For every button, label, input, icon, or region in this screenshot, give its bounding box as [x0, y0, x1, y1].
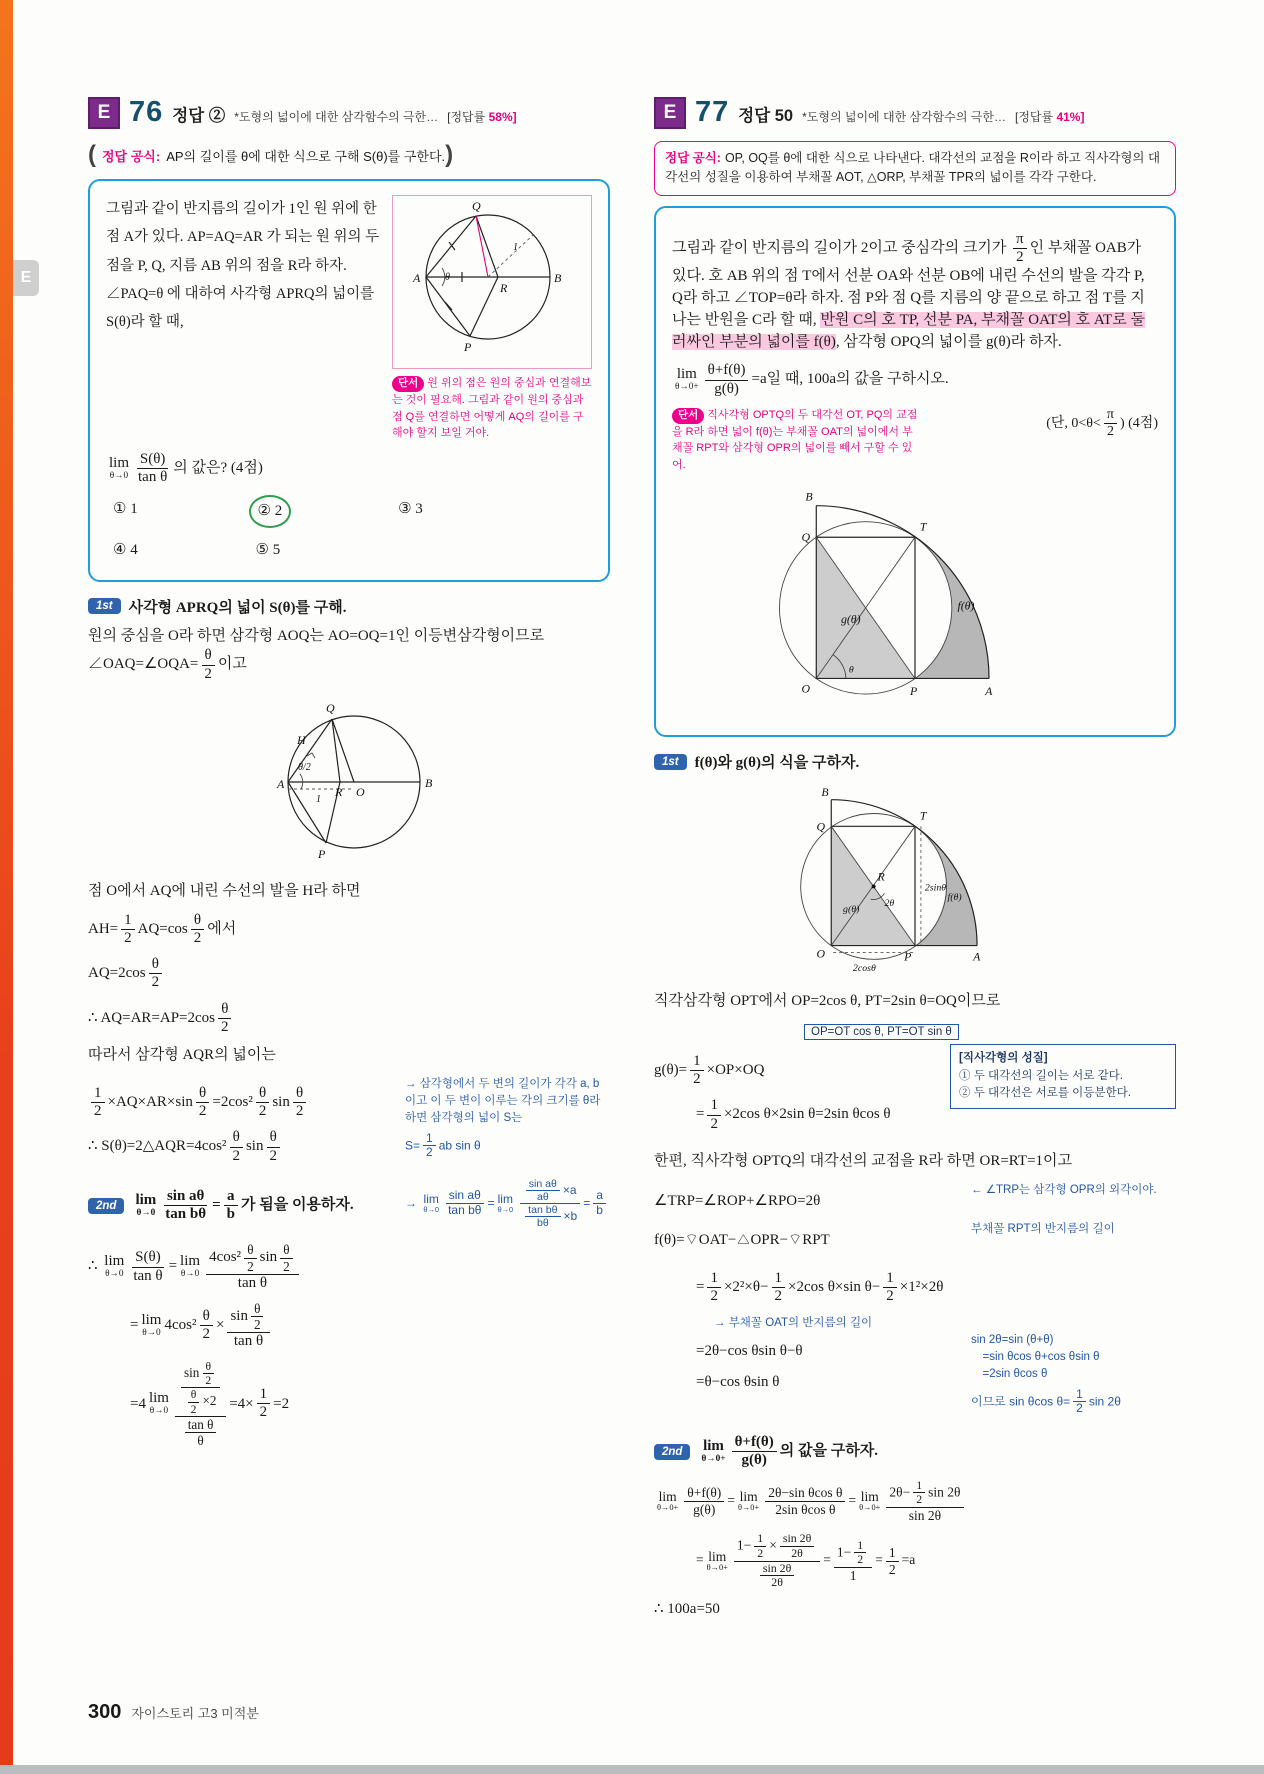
- e77-step2-head: [654, 1434, 1176, 1470]
- e76-header: [88, 96, 610, 129]
- formula-line: =θ−cos θsin θ: [696, 1373, 780, 1390]
- choice-1-text: ① 1: [113, 501, 138, 518]
- margin-note-formula: S= $\frac{1}{2}$ ab sin θ: [405, 1130, 481, 1160]
- e76-circle-diagram: [395, 198, 573, 356]
- label-A: A: [413, 271, 421, 285]
- e76-rate-value: 58%]: [488, 110, 517, 124]
- formula-line: $\frac{1}{2}$ ×AQ×AR×sin $\frac{\theta}{2}$ =2cos² $\frac{\theta}{2}$ sin $\frac{\theta}{2}$: [88, 1085, 393, 1121]
- e76-topic: *도형의 넓이에 대한 삼각함수의 극한…: [234, 110, 439, 124]
- e77-g-theta-row: [654, 1044, 1176, 1142]
- page-edge-strip: [0, 0, 13, 1774]
- e76-question-line: lim θ→0 $\frac{S(\theta)}{\text{tan θ}}$ 의 값은? (4점): [109, 450, 263, 485]
- e77-f-theta-row: [654, 1221, 1176, 1261]
- formula-line: = lim θ→0+ 1− $\frac{1}{2}$ × $\frac{\sin 2\theta}{2\theta}$ $\frac{\sin 2\theta}{2\theta}$ = 1− $\frac{1}{2}$ 1 = $\frac{1}{2}$ =a: [696, 1531, 916, 1590]
- hint-text: 직사각형 OPTQ의 두 대각선 OT, PQ의 교점을 R라 하면 넓이 f(θ)는 부채꼴 OAT의 넓이에서 부채꼴 RPT와 삼각형 OPR의 넓이를 빼서 구할 수 있어.: [672, 408, 918, 471]
- choice-2-text: ② 2: [249, 495, 292, 528]
- label-theta: θ: [445, 272, 450, 283]
- label-B: B: [554, 271, 562, 285]
- rect-note-title: [직사각형의 성질]: [959, 1051, 1048, 1064]
- label-P: P: [318, 846, 326, 861]
- e76-number: 76: [129, 96, 164, 128]
- step2-title: lim θ→0+ $\frac{\theta+f(\theta)}{g(\theta)}$ 의 값을 구하자.: [701, 1434, 878, 1469]
- label-f-theta: f(θ): [947, 892, 962, 904]
- choice-5: [249, 536, 392, 565]
- margin-note-text: → 삼각형에서 두 변의 길이가 각각 a, b이고 이 두 변이 이루는 각의 크기를 θ라 하면 삼각형의 넓이 S는: [405, 1077, 601, 1125]
- e76-answer-formula: [88, 141, 610, 169]
- e77-answer-formula: [654, 141, 1176, 196]
- e76-step2-row: [88, 1174, 610, 1234]
- label-T: T: [919, 808, 927, 823]
- sin-note-formula: 이므로 sin θcos θ= $\frac{1}{2}$ sin 2θ: [971, 1386, 1121, 1416]
- tip-text: OP, OQ를 θ에 대한 식으로 나타낸다. 대각선의 교점을 R이라 하고 직사각형의 대각선의 성질을 이용하여 부채꼴 AOT, △ORP, 부채꼴 TPR의 넓이를 각각 구한다.: [665, 151, 1161, 185]
- e76-rate: [447, 108, 516, 125]
- label-2sin-theta: 2sinθ: [924, 882, 947, 894]
- e77-angle-row: [654, 1182, 1176, 1222]
- e77-problem-box: [654, 206, 1176, 737]
- sin-note-line: =2sin θcos θ: [971, 1368, 1048, 1381]
- label-theta: θ: [848, 664, 854, 676]
- formula-line: = $\frac{1}{2}$ ×2cos θ×2sin θ=2sin θcos θ: [696, 1097, 891, 1132]
- problem-e77-column: [654, 96, 1176, 1630]
- hint-badge: 단서: [672, 408, 704, 424]
- rect-note-line: ② 두 대각선은 서로를 이등분한다.: [959, 1087, 1131, 1100]
- rect-note-line: ① 두 대각선의 길이는 서로 같다.: [959, 1069, 1123, 1082]
- e77-letter-badge: E: [654, 97, 686, 129]
- e76-problem-figure-area: [392, 195, 592, 442]
- label-2theta: 2θ: [884, 898, 895, 910]
- label-g-theta: g(θ): [840, 612, 861, 627]
- e77-header: [654, 96, 1176, 129]
- label-f-theta: f(θ): [957, 598, 975, 613]
- e76-solution-diagram: [194, 692, 504, 872]
- e76-margin-note-triangle-area: [405, 1076, 610, 1164]
- e77-hint: [672, 407, 922, 473]
- step1-badge: 1st: [88, 598, 121, 614]
- label-R: R: [335, 784, 343, 799]
- e76-choices: [106, 495, 534, 566]
- label-Q: Q: [326, 700, 335, 715]
- formula-line: ∴ lim θ→0 $\frac{S(\theta)}{\text{tan θ}}$ = lim θ→0 4cos² $\frac{\theta}{2}$ sin $\frac{\theta}{2}$ tan θ: [88, 1242, 610, 1292]
- label-P: P: [464, 340, 472, 354]
- label-O: O: [356, 784, 365, 799]
- hint-text: 원 위의 점은 원의 중심과 연결해보는 것이 필요해. 그림과 같이 원의 중심과 점 Q를 연결하면 어떻게 AQ의 길이를 구해야 할지 보일 거야.: [392, 377, 592, 440]
- formula-line: 한편, 직사각형 OPTQ의 대각선의 교점을 R라 하면 OR=RT=1이고: [654, 1152, 1073, 1169]
- e77-hint-cond: [672, 407, 1158, 473]
- formula-line: lim θ→0+ $\frac{\theta+f(\theta)}{g(\theta)}$ = lim θ→0+ $\frac{\text{2θ−sin θcos θ}}{\text{2sin θcos θ}}$ = lim θ→0+ 2θ− $\frac{1}{2}$ sin 2θ sin 2θ: [654, 1479, 1176, 1524]
- label-Q: Q: [801, 530, 811, 545]
- e77-oat-radius-note: → 부채꼴 OAT의 반지름의 길이: [714, 1316, 873, 1329]
- label-2cos-theta: 2cosθ: [852, 963, 876, 975]
- book-title: 자이스토리 고3 미적분: [131, 1706, 259, 1721]
- step2-badge: 2nd: [654, 1444, 690, 1460]
- hint-badge: 단서: [392, 376, 424, 392]
- tip-label: 정답 공식:: [102, 148, 161, 164]
- choice-1: [106, 495, 249, 528]
- formula-line: ∴ AQ=AR=AP=2cos $\frac{\theta}{2}$: [88, 1001, 610, 1037]
- e77-solution-diagram: [780, 780, 1050, 982]
- e76-problem-text: 그림과 같이 반지름의 길이가 1인 원 위에 한 점 A가 있다. AP=AQ=AR 가 되는 원 위의 두 점을 P, Q, 지름 AB 위의 점을 R라 하자. ∠PAQ=θ 에 대하여 사각형 APRQ의 넓이를 S(θ)라 할 때,: [106, 201, 380, 331]
- e77-condition: (단, 0<θ< $\frac{\pi}{2}$ ) (4점): [1046, 406, 1158, 439]
- page-number: 300: [88, 1701, 122, 1723]
- label-A: A: [973, 949, 981, 964]
- label-radius-1: 1: [513, 242, 518, 253]
- e77-solution-figure: [654, 780, 1176, 982]
- label-g-theta: g(θ): [843, 904, 860, 916]
- choice-5-text: ⑤ 5: [255, 542, 281, 559]
- formula-line: =2θ−cos θsin θ−θ: [696, 1342, 803, 1359]
- label-A: A: [985, 684, 993, 699]
- formula-line: g(θ)= $\frac{1}{2}$ ×OP×OQ: [654, 1052, 765, 1087]
- e76-s1-paragraph: 원의 중심을 O라 하면 삼각형 AOQ는 AO=OQ=1인 이등변삼각형이므로 ∠OAQ=∠OQA= $\frac{\theta}{2}$ 이고: [88, 627, 545, 682]
- label-Q: Q: [816, 819, 825, 834]
- formula-line: f(θ)=⌔OAT−△OPR−⌔RPT: [654, 1232, 830, 1249]
- e76-area-formula-row: [88, 1076, 610, 1174]
- formula-line: = lim θ→0 4cos² $\frac{\theta}{2}$ × sin $\frac{\theta}{2}$ tan θ: [130, 1301, 610, 1351]
- label-P: P: [904, 949, 912, 964]
- label-A: A: [277, 776, 285, 791]
- label-B: B: [805, 489, 813, 504]
- formula-line: ∴ 100a=50: [654, 1601, 720, 1618]
- e77-exterior-angle-note: ← ∠TRP는 삼각형 OPR의 외각이야.: [971, 1183, 1157, 1196]
- page-footer: [88, 1701, 259, 1724]
- e77-step1-head: [654, 751, 1176, 772]
- e77-rate-value: 41%]: [1056, 110, 1085, 124]
- label-O: O: [801, 681, 811, 696]
- e77-rate-prefix: [정답률: [1014, 110, 1054, 124]
- step1-title: f(θ)와 g(θ)의 식을 구하자.: [694, 755, 860, 771]
- label-R: R: [500, 281, 508, 295]
- formula-line: ∴ S(θ)=2△AQR=4cos² $\frac{\theta}{2}$ sin $\frac{\theta}{2}$: [88, 1129, 393, 1165]
- label-H: H: [297, 732, 306, 747]
- label-radius-1: 1: [316, 793, 321, 805]
- label-R: R: [877, 869, 885, 884]
- formula-line: 직각삼각형 OPT에서 OP=2cos θ, PT=2sin θ=OQ이므로: [654, 993, 1001, 1009]
- e76-step1-head: [88, 596, 610, 617]
- label-theta-half: θ/2: [298, 761, 311, 773]
- e77-problem-figure: [672, 481, 1158, 713]
- label-T: T: [919, 519, 927, 534]
- paren-open: (: [88, 141, 96, 168]
- e77-answer: 정답 50: [738, 107, 794, 125]
- step1-title: 사각형 APRQ의 넓이 S(θ)를 구해.: [128, 599, 347, 616]
- e77-rate: [1015, 108, 1084, 125]
- label-Q: Q: [472, 199, 481, 213]
- e77-simplify-row: [654, 1332, 1176, 1420]
- e77-question-line: lim θ→0+ $\frac{\theta+f(\theta)}{g(\theta)}$ =a일 때, 100a의 값을 구하시오.: [675, 362, 949, 397]
- margin-note-formula: → lim θ→0 $\frac{\text{sin aθ}}{\text{tan bθ}}$ = lim θ→0 $\frac{\text{sin aθ}}{a\theta}$ ×a $\frac{\text{tan bθ}}{b\theta}$ ×b = $\frac{a}{b}$: [405, 1178, 610, 1230]
- page-content: [88, 96, 1176, 1630]
- e77-number: 77: [695, 96, 730, 128]
- step2-badge: 2nd: [88, 1198, 124, 1214]
- sin-note-line: sin 2θ=sin (θ+θ): [971, 1333, 1054, 1346]
- e76-figure-frame: [392, 195, 592, 369]
- formula-line: AQ=2cos $\frac{\theta}{2}$: [88, 956, 610, 992]
- e76-problem-box: [88, 179, 610, 582]
- e77-rpt-radius-note: 부채꼴 RPT의 반지름의 길이: [971, 1223, 1115, 1236]
- e77-sin2theta-note: [971, 1332, 1176, 1420]
- label-B: B: [821, 784, 829, 799]
- e77-side-identity: OP=OT cos θ, PT=OT sin θ: [804, 1024, 959, 1040]
- e77-rectangle-property-note: [950, 1044, 1176, 1109]
- label-B: B: [425, 775, 433, 790]
- formula-line: AH= $\frac{1}{2}$ AQ=cos $\frac{\theta}{2}$ 에서: [88, 911, 237, 946]
- choice-3-text: ③ 3: [398, 501, 423, 518]
- formula-line: ∠TRP=∠ROP+∠RPO=2θ: [654, 1192, 821, 1209]
- paren-close: ): [445, 141, 454, 168]
- section-tab-letter: E: [20, 269, 32, 286]
- formula-line: =4 lim θ→0 sin $\frac{\theta}{2}$ $\frac{\theta}{2}$ ×2 $\frac{\text{tan θ}}{\theta}$ =4× $\frac{1}{2}$ =2: [130, 1359, 290, 1449]
- label-O: O: [816, 946, 825, 961]
- step2-title: lim θ→0 $\frac{\text{sin aθ}}{\text{tan bθ}}$ = $\frac{a}{b}$ 가 됨을 이용하자.: [135, 1187, 354, 1223]
- section-tab: [13, 260, 39, 296]
- step1-badge: 1st: [654, 754, 687, 770]
- e77-sector-diagram: [760, 481, 1070, 713]
- e76-answer: 정답 ②: [172, 107, 226, 125]
- page-bottom-edge: [0, 1765, 1264, 1774]
- sin-note-line: =sin θcos θ+cos θsin θ: [971, 1351, 1100, 1363]
- choice-3: [391, 495, 534, 528]
- e76-hint: [392, 375, 592, 441]
- e76-rate-prefix: [정답률: [447, 110, 486, 124]
- e76-margin-note-limit-rule: [405, 1174, 610, 1234]
- tip-text: AP의 길이를 θ에 대한 식으로 구해 S(θ)를 구한다.: [166, 148, 446, 164]
- choice-2: [249, 495, 392, 528]
- formula-line: 따라서 삼각형 AQR의 넓이는: [88, 1047, 276, 1064]
- formula-line: 점 O에서 AQ에 내린 수선의 발을 H라 하면: [88, 882, 361, 899]
- tip-label: 정답 공식:: [665, 151, 721, 165]
- label-P: P: [910, 684, 918, 699]
- e76-letter-badge: E: [88, 97, 120, 129]
- choice-4: [106, 536, 249, 565]
- formula-line: = $\frac{1}{2}$ ×2²×θ− $\frac{1}{2}$ ×2cos θ×sin θ− $\frac{1}{2}$ ×1²×2θ: [696, 1270, 944, 1305]
- e77-problem-text: 그림과 같이 반지름의 길이가 2이고 중심각의 크기가 $\frac{\pi}{2}$ 인 부채꼴 OAB가 있다. 호 AB 위의 점 T에서 선분 OA와 선분 OB에 내린 수선의 발을 각각 P, Q라 하고 ∠TOP=θ라 하자. 점 P와 점 Q를 지름의 양 끝으로 하고 점 T를 지나는 반원을 C라 할 때, 반원 C의 호 TP, 선분 PA, 부채꼴 OAT의 호 AT로 둘러싸인 부분의 넓이를 f(θ), 삼각형 OPQ의 넓이를 g(θ)라 하자.: [672, 230, 1145, 350]
- e76-solution-figure: [88, 692, 610, 872]
- choice-4-text: ④ 4: [113, 542, 138, 559]
- e77-topic: *도형의 넓이에 대한 삼각함수의 극한…: [802, 110, 1006, 124]
- problem-e76-column: [88, 96, 610, 1630]
